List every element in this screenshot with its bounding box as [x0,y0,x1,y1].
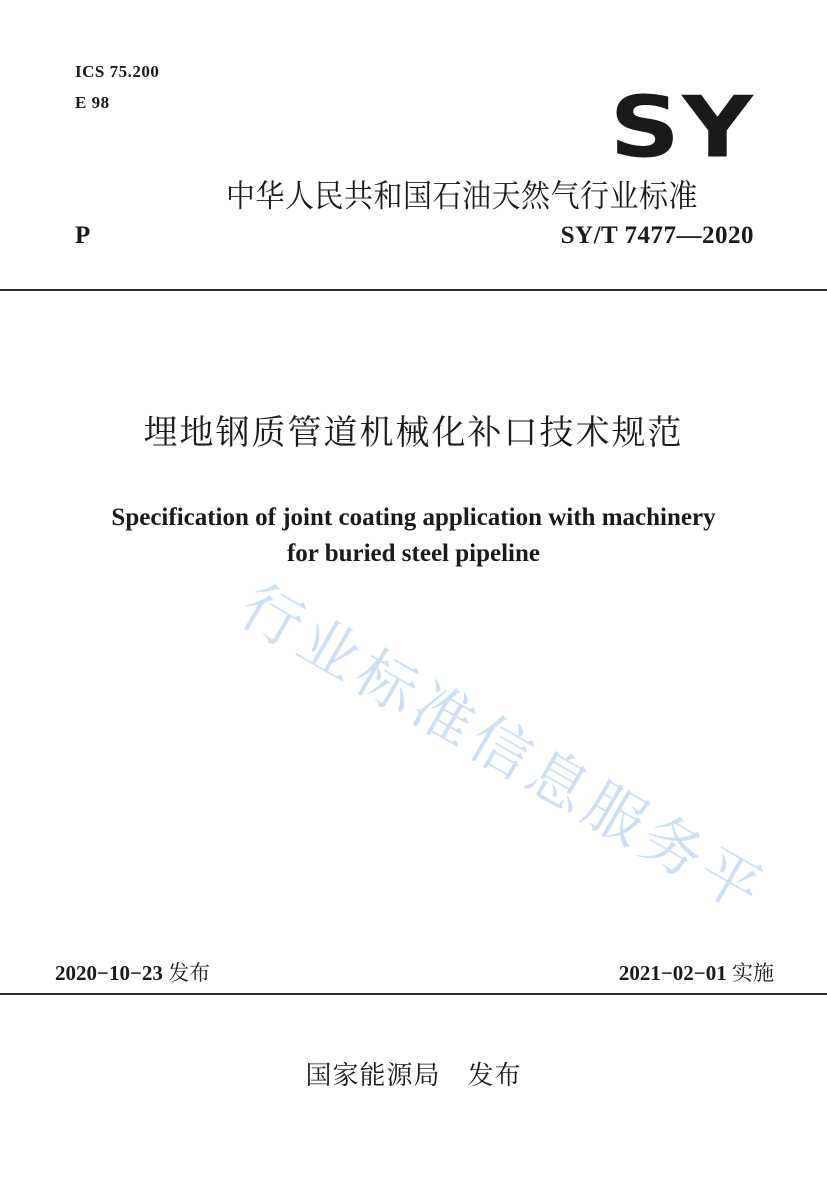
ics-code: ICS 75.200 [75,62,160,81]
ccs-code: E 98 [75,93,110,112]
watermark: 行业标准信息服务平 [228,571,778,929]
industry-standard-heading: 中华人民共和国石油天然气行业标准 [226,177,699,215]
standard-category: P [75,222,91,249]
bottom-divider [0,993,827,995]
implementation-date-label: 实施 [732,961,774,985]
english-title-line-1: Specification of joint coating application with machinery [111,504,716,531]
standard-number: SY/T 7477—2020 [560,222,754,249]
implementation-date-value: 2021−02−01 [618,961,727,985]
english-title [0,500,827,572]
top-divider [0,289,827,291]
english-title-line-2: for buried steel pipeline [286,540,540,567]
publisher: 国家能源局 发布 [305,1061,522,1091]
sy-logo: SY [609,79,755,178]
implementation-date [619,957,774,987]
issue-date-label: 发布 [168,961,211,985]
chinese-title: 埋地钢质管道机械化补口技术规范 [143,413,684,453]
issue-date [55,957,210,987]
issue-date-value: 2020−10−23 [55,961,163,985]
